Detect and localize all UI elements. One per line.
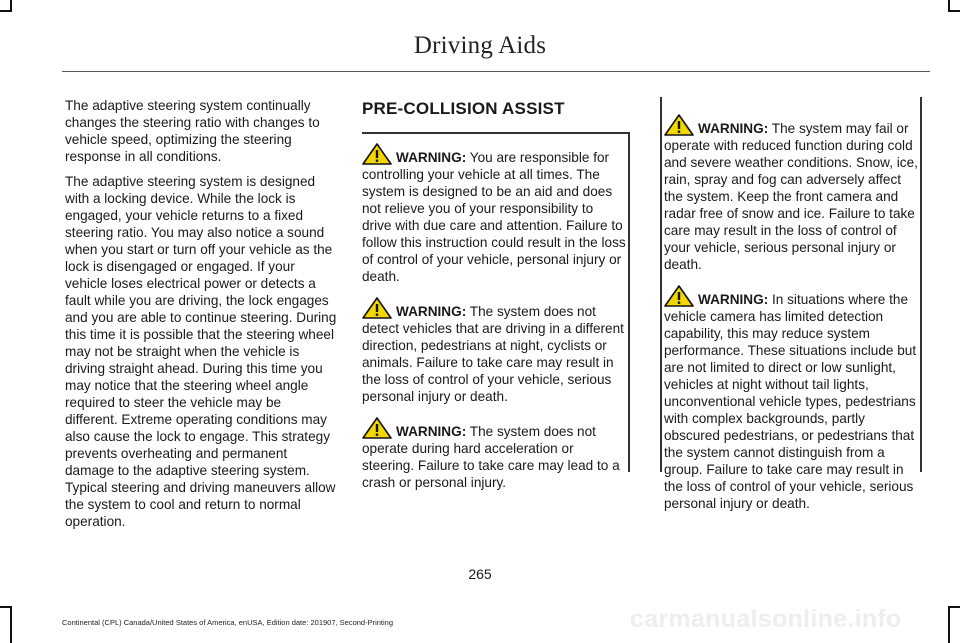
section-heading: PRE-COLLISION ASSIST: [362, 99, 565, 118]
warning-triangle-icon: [362, 143, 392, 165]
warning-box-middle: [362, 132, 630, 490]
warning-triangle-icon: [362, 417, 392, 439]
warning-text: The system may fail or operate with reduced function during cold and severe weather conditions. Snow, ice, rain, spray and fog can adversely affect the system. Keep the front camera and radar free of snow and ice. Failure to take care may result in the loss of control of your vehicle, serious personal injury or death.: [664, 121, 918, 272]
footer-edition-info: Continental (CPL) Canada/United States of America, enUSA, Edition date: 201907, Second-Printing: [62, 618, 394, 627]
warning-triangle-icon: [362, 297, 392, 319]
warning-label: WARNING:: [698, 121, 769, 136]
watermark: carmanualsonline.info: [630, 605, 902, 633]
page-number: 265: [468, 566, 492, 582]
page-title: Driving Aids: [413, 32, 547, 59]
crop-mark-top-right-horizontal: [948, 10, 960, 12]
warning-item: [664, 114, 920, 273]
crop-mark-top-left-horizontal: [0, 10, 12, 12]
warning-box-top-rule: [362, 132, 630, 134]
warning-item: [664, 285, 920, 512]
warning-item: [362, 297, 626, 405]
warning-triangle-icon: [664, 114, 694, 136]
warning-label: WARNING:: [698, 292, 769, 307]
warning-label: WARNING:: [396, 150, 467, 165]
warning-label: WARNING:: [396, 304, 467, 319]
crop-mark-bottom-left-vertical: [10, 606, 12, 643]
crop-mark-bottom-left-horizontal: [0, 606, 12, 608]
warning-text: The system does not operate during hard acceleration or steering. Failure to take care may lead to a crash or personal injury.: [362, 424, 620, 490]
crop-mark-bottom-right-horizontal: [948, 606, 960, 608]
crop-mark-bottom-right-vertical: [948, 606, 950, 643]
left-column: [65, 97, 337, 538]
warning-item: [362, 143, 626, 285]
header-divider: [62, 71, 930, 72]
warning-item: [362, 417, 626, 491]
warning-text: The system does not detect vehicles that are driving in a different direction, pedestrians at night, cyclists or animals. Failure to take care may result in the loss of control of your vehicle, serious personal injury or death.: [362, 304, 624, 404]
warning-text: In situations where the vehicle camera has limited detection capability, this may reduce system performance. These situations include but are not limited to direct or low sunlight, vehicles at night without tail lights, unconventional vehicle types, pedestrians with complex backgrounds, partly obscured pedestrians, or pedestrians that the system cannot distinguish from a group. Failure to take care may result in the loss of control of your vehicle, serious personal injury or death.: [664, 292, 917, 511]
warning-triangle-icon: [664, 285, 694, 307]
warning-text: You are responsible for controlling your vehicle at all times. The system is designed to be an aid and does not relieve you of your responsibility to drive with due care and attention. Failure to follow this instruction could result in the loss of control of your vehicle, personal injury or death.: [362, 150, 626, 284]
warning-label: WARNING:: [396, 424, 467, 439]
paragraph: The adaptive steering system is designed with a locking device. While the lock is engaged, your vehicle returns to a fixed steering ratio. You may also notice a sound when you start or turn off your vehicle as the lock is disengaged or engaged. If your vehicle loses electrical power or detects a fault while you are driving, the lock engages and you are able to continue steering. During this time it is possible that the steering wheel may not be straight when the vehicle is driving straight ahead. During this time you may notice that the steering wheel angle required to steer the vehicle may be different. Extreme operating conditions may also cause the lock to engage. This strategy prevents overheating and permanent damage to the adaptive steering system. Typical steering and driving maneuvers allow the system to cool and return to normal operation.: [65, 174, 337, 529]
paragraph: The adaptive steering system continually changes the steering ratio with changes to vehicle speed, optimizing the steering response in all conditions.: [65, 98, 320, 164]
warning-box-right: [660, 97, 922, 511]
